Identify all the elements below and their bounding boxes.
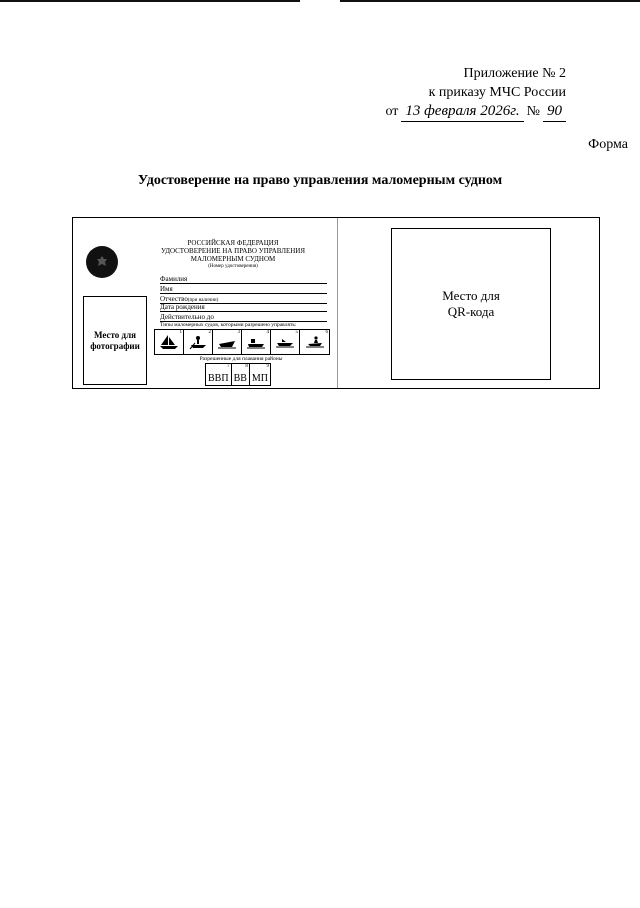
vessel-types-label: Типы маломерных судов, которыми разрешено управлять: [160,322,297,328]
qr-placeholder [391,228,551,380]
emblem-icon [86,246,118,278]
vessel-type-1: 1 [155,330,184,354]
speedboat-icon [275,334,295,350]
vessel-type-5: 5 [271,330,300,354]
sailboat-icon [159,334,179,350]
vessel-type-6: 6 [300,330,329,354]
vessel-type-4: 4 [242,330,271,354]
date-prefix: от [385,104,399,119]
field-surname: Фамилия [160,275,327,284]
card-doc-line2: МАЛОМЕРНЫМ СУДНОМ [190,255,276,263]
form-label: Форма [588,137,628,152]
water-area-vv: 8 ВВ [233,364,248,384]
field-birthdate: Дата рождения [160,303,327,312]
waters-grid [205,363,271,386]
water-area-vvp: 7 ВВП [208,364,230,384]
patronymic-note: (при наличии) [187,298,219,303]
photo-placeholder: Место для фотографии [83,296,147,385]
appendix-order: к приказу МЧС России [428,85,566,100]
card-number-hint: (Номер удостоверения) [208,264,258,269]
appendix-block [326,64,566,122]
field-valid-until: Действительно до [160,313,327,322]
appendix-number: Приложение № 2 [463,66,566,81]
motorboat-icon [217,334,237,350]
document-title: Удостоверение на право управления маломерным судном [137,173,503,188]
handwritten-date: 13 февраля 2026г. [401,102,523,122]
waters-label: Разрешенные для плавания районы [199,356,283,362]
card-fold-line [337,218,338,388]
water-area-mp: 9 МП [251,364,270,384]
jetski-icon [305,334,325,350]
handwritten-number: 90 [543,102,566,122]
field-name: Имя [160,285,327,294]
vessel-type-2: 2 [184,330,213,354]
card-doc-line1: УДОСТОВЕРЕНИЕ НА ПРАВО УПРАВЛЕНИЯ [160,247,306,255]
vessel-types-grid [154,329,330,355]
card-country: РОССИЙСКАЯ ФЕДЕРАЦИЯ [187,239,279,247]
appendix-date-line [326,102,566,122]
field-patronymic: Отчество(при наличии) [160,295,327,304]
qr-label: Место для QR-кода [442,288,500,319]
card-header [153,239,313,271]
vessel-type-3: 3 [213,330,242,354]
cabin-boat-icon [246,334,266,350]
license-card [72,217,600,389]
rowboat-icon [188,334,208,350]
number-sign: № [526,104,540,119]
